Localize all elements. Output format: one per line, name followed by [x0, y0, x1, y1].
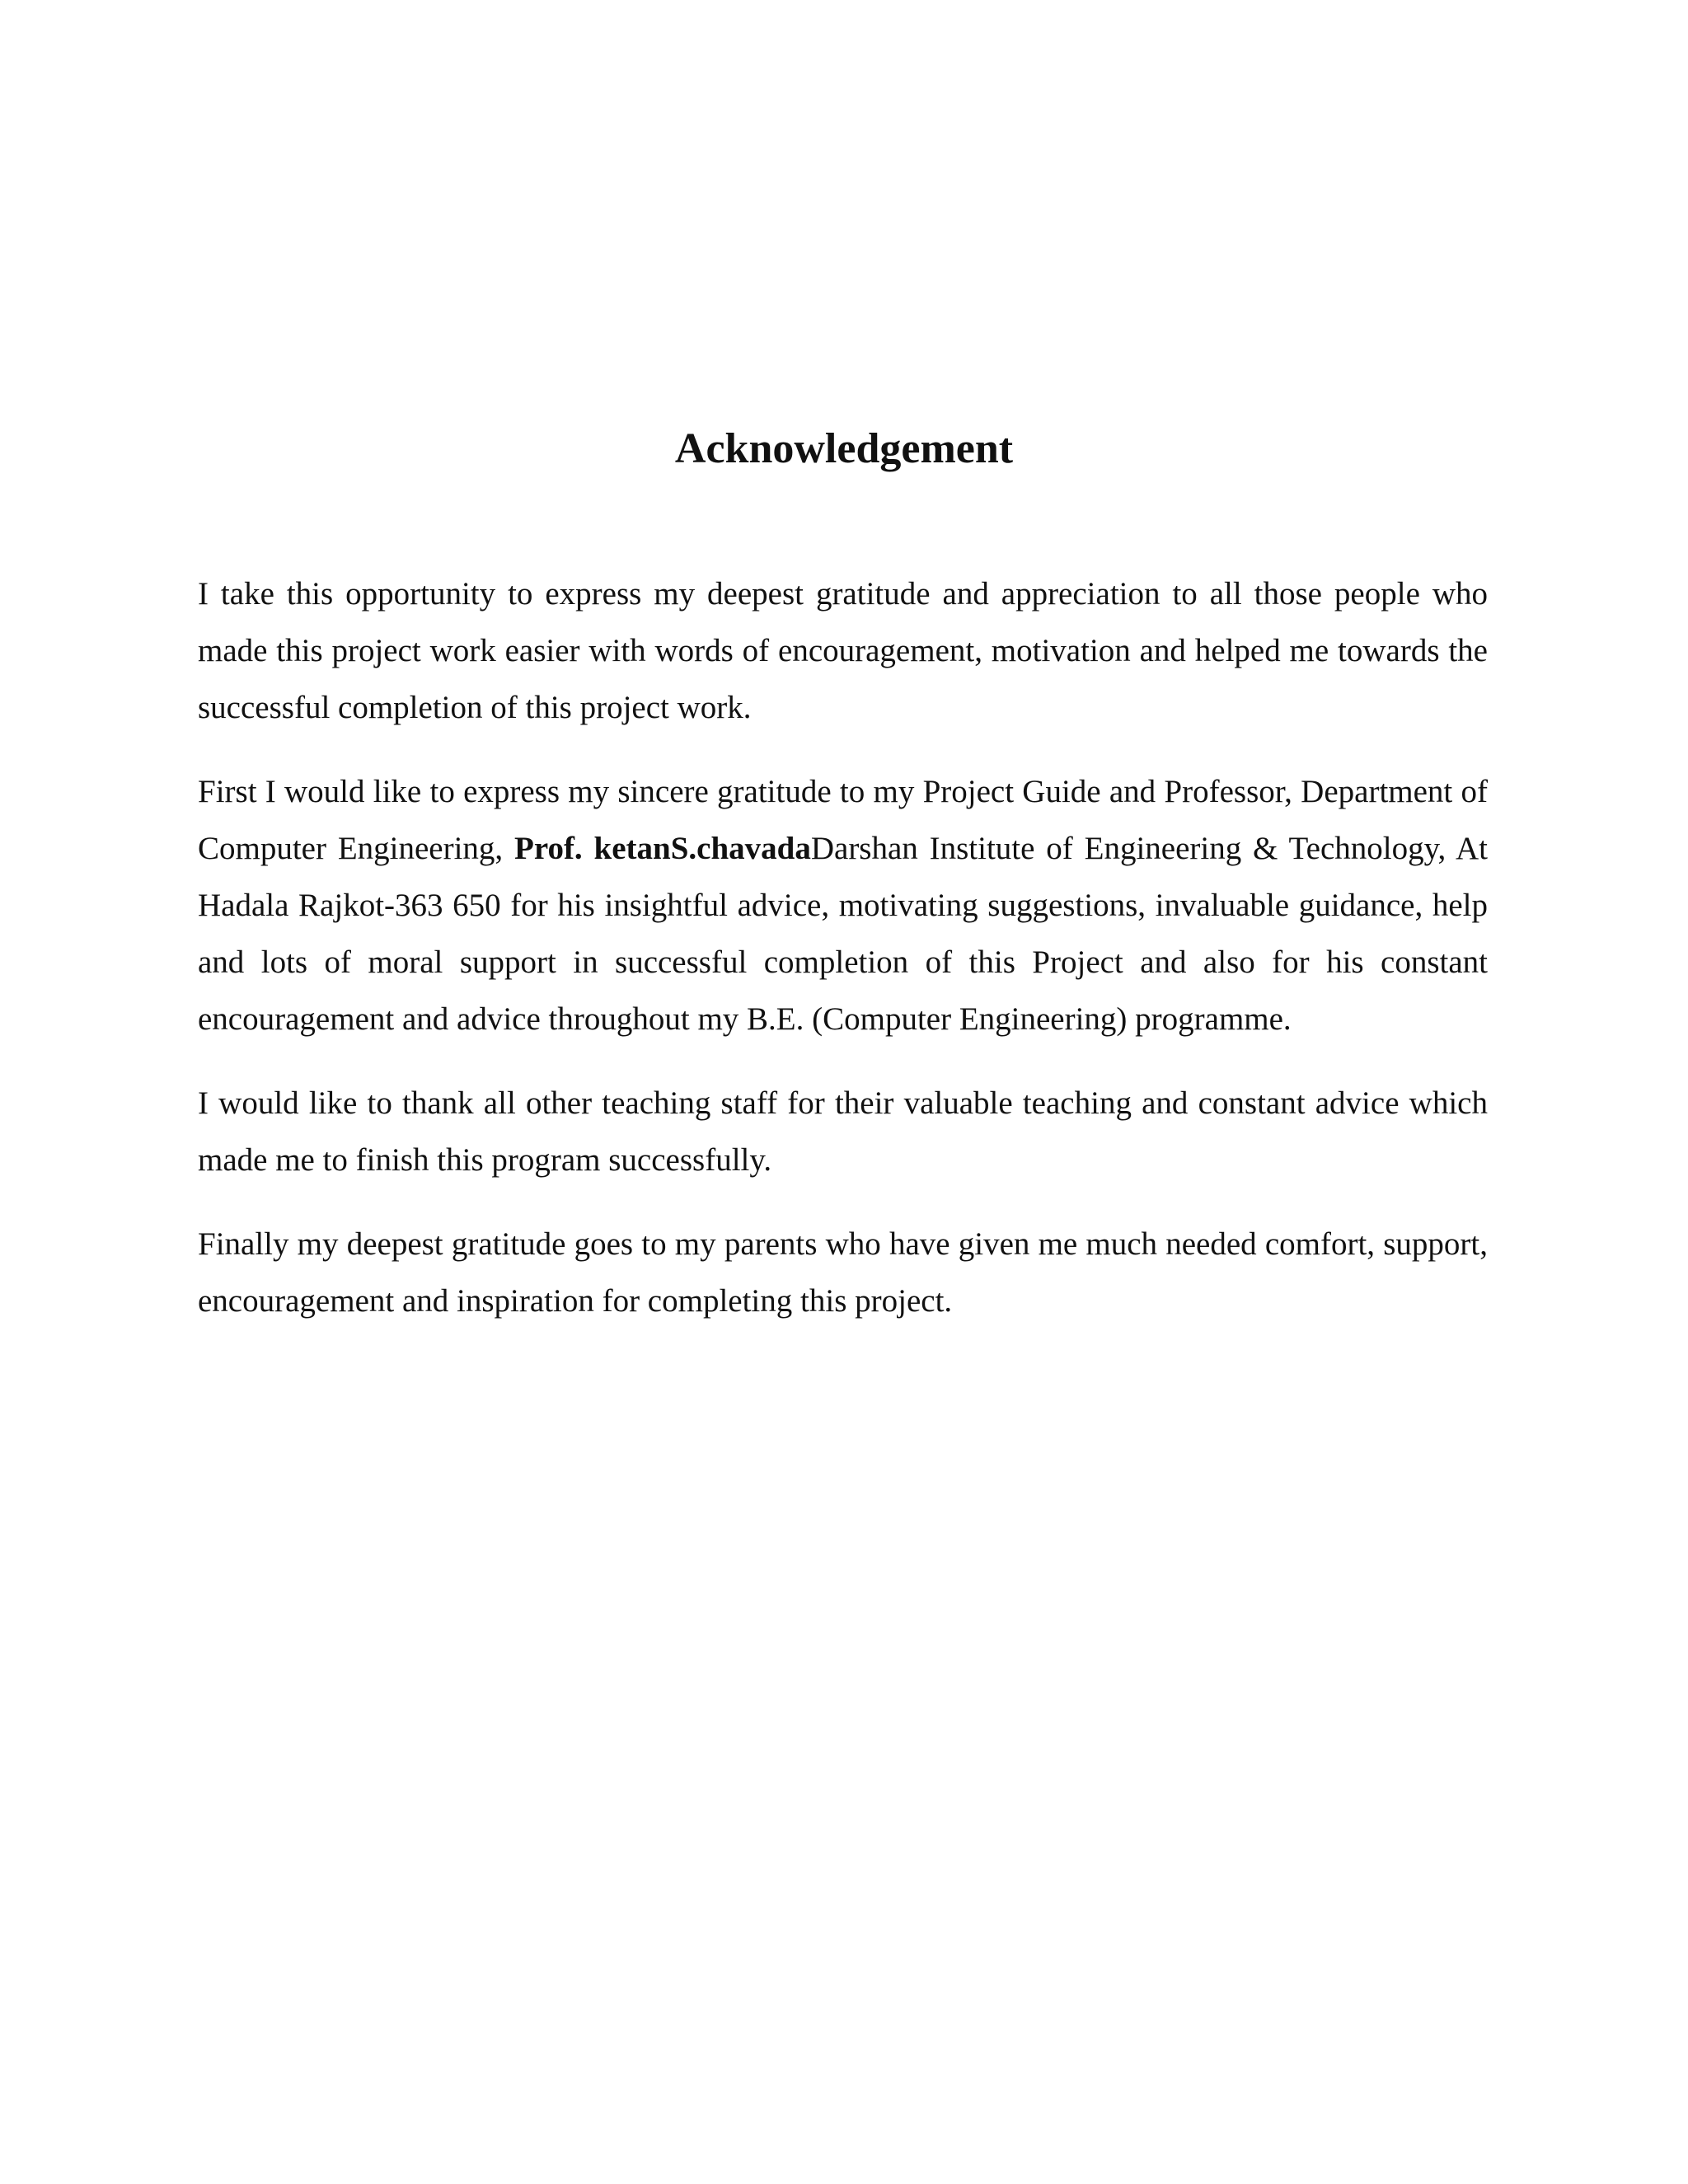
paragraph-teaching-staff: I would like to thank all other teaching staff for their valuable teaching and constant advice which made me to finish this program successfully.: [198, 1085, 1488, 1178]
page-title: Acknowledgement: [674, 425, 1014, 472]
paragraph-guide-before-text: First I would like to express my sincere gratitude to my Project Guide and Professor, Department of Computer Engineering,: [198, 774, 1488, 866]
paragraph-project-guide: [198, 763, 1488, 1047]
guide-name: Prof. ketanS.chavada: [514, 831, 811, 866]
document-body: [198, 565, 1488, 1357]
paragraph-gratitude-intro: I take this opportunity to express my deepest gratitude and appreciation to all those people who made this project work easier with words of encouragement, motivation and helped me towards the successful completion of this project work.: [198, 576, 1488, 725]
paragraph-parents: Finally my deepest gratitude goes to my parents who have given me much needed comfort, support, encouragement and inspiration for completing this project.: [198, 1226, 1488, 1319]
paragraph-guide-after-text: Darshan Institute of Engineering & Technology, At Hadala Rajkot-363 650 for his insightful advice, motivating suggestions, invaluable guidance, help and lots of moral support in successful completion of this Project and also for his constant encouragement and advice throughout my B.E. (Computer Engineering) programme.: [198, 831, 1488, 1037]
